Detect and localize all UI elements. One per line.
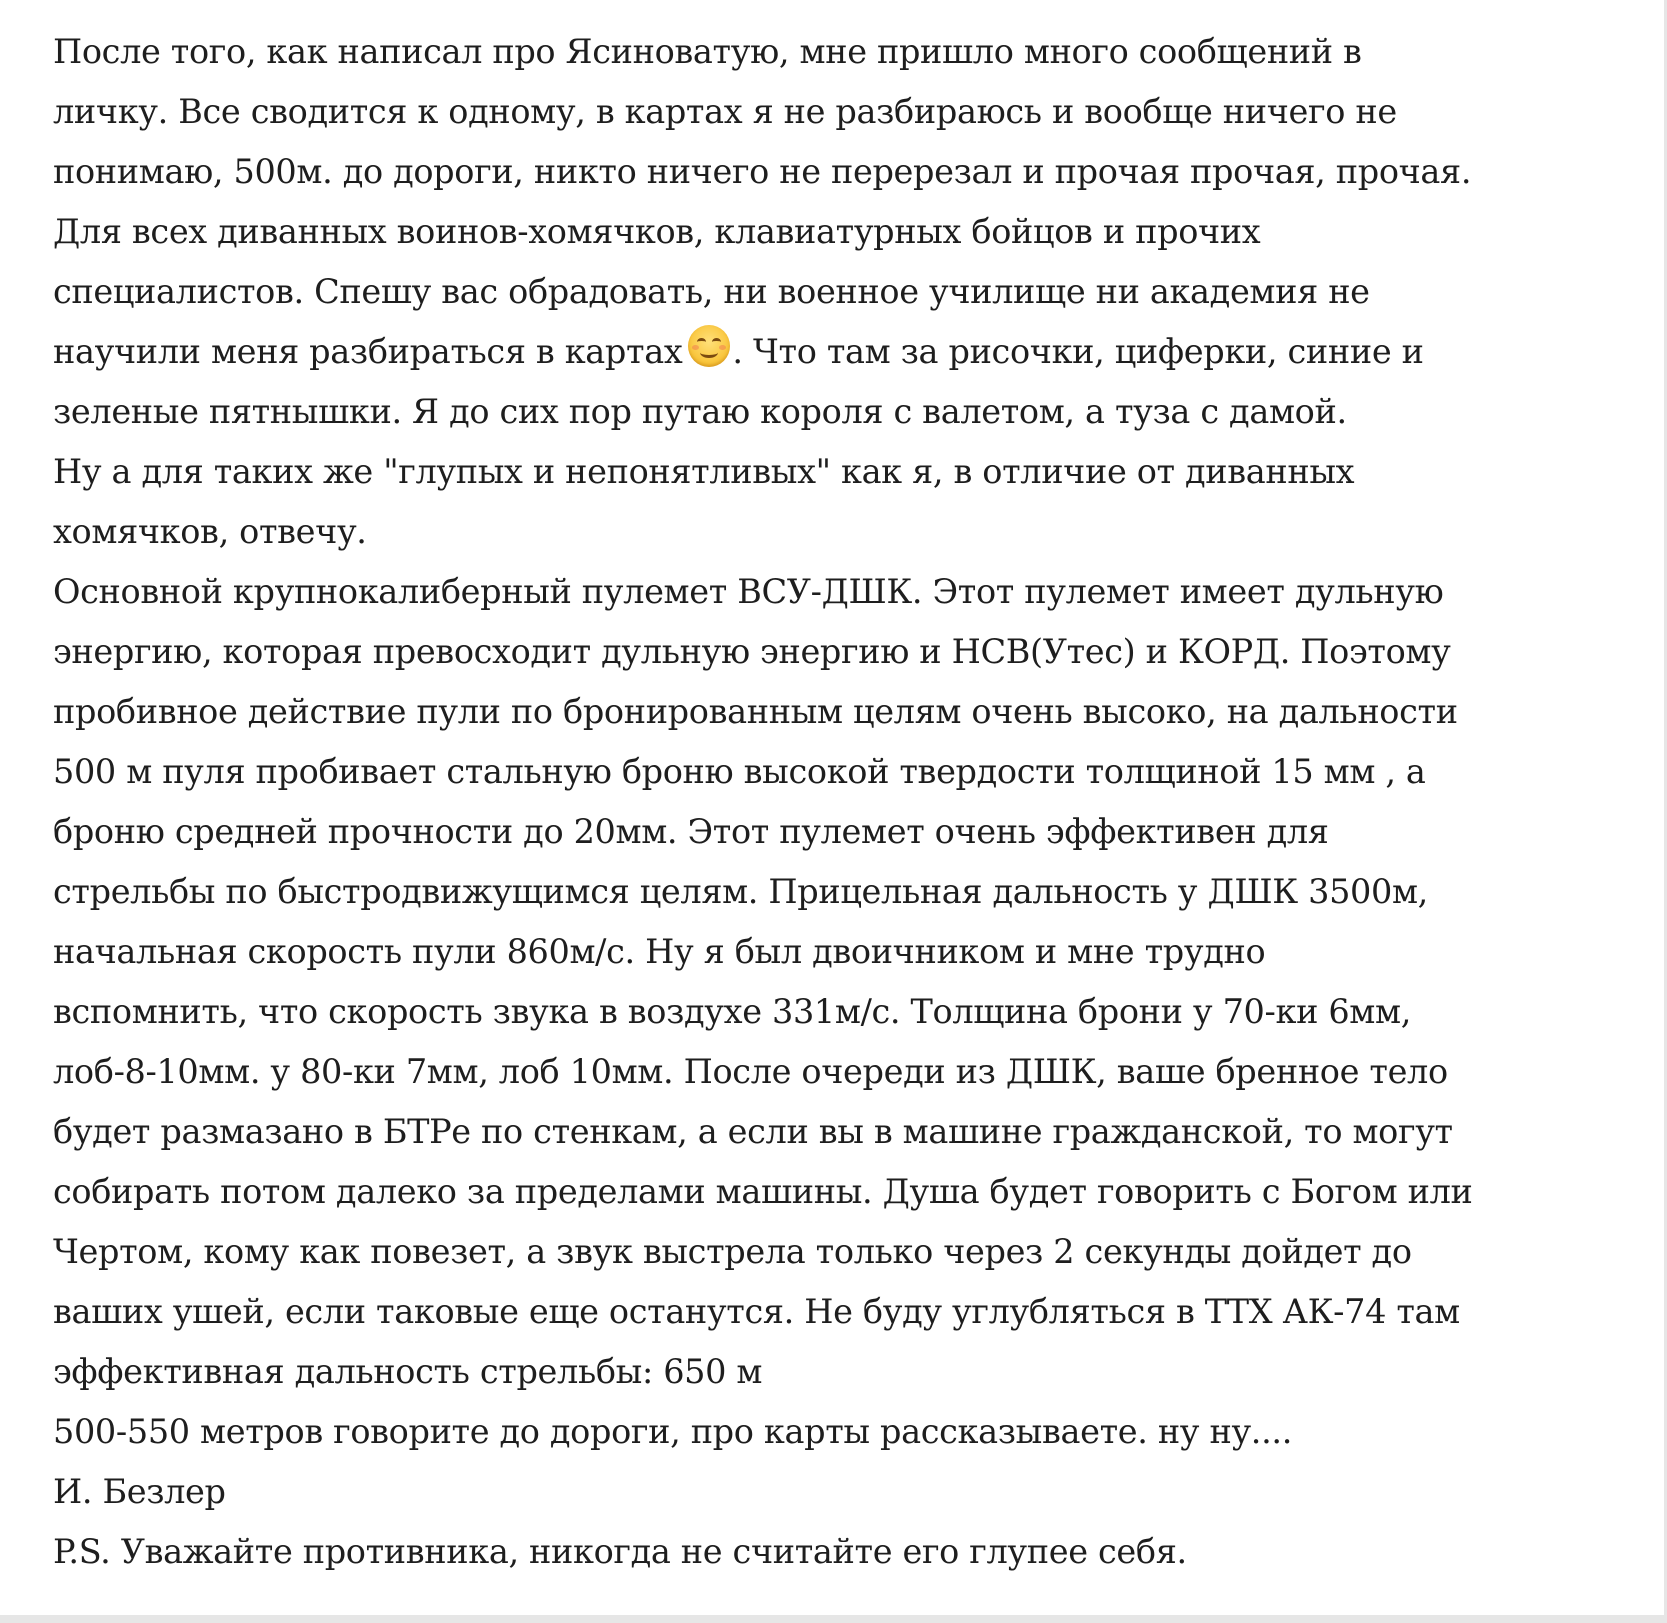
text-line: энергию, которая превосходит дульную энергию и НСВ(Утес) и КОРД. Поэтому — [53, 632, 1451, 671]
text-line: пробивное действие пули по бронированным целям очень высоко, на дальности — [53, 692, 1458, 731]
text-line: специалистов. Спешу вас обрадовать, ни военное училище ни академия не — [53, 272, 1370, 311]
postscript: P.S. Уважайте противника, никогда не считайте его глупее себя. — [53, 1532, 1187, 1571]
text-line: Основной крупнокалиберный пулемет ВСУ-ДШК. Этот пулемет имеет дульную — [53, 572, 1444, 611]
text-line: начальная скорость пули 860м/с. Ну я был двоичником и мне трудно — [53, 932, 1266, 971]
post-text — [53, 22, 1653, 1582]
text-line: броню средней прочности до 20мм. Этот пулемет очень эффективен для — [53, 812, 1329, 851]
text-line: лоб-8-10мм. у 80-ки 7мм, лоб 10мм. После очереди из ДШК, ваше бренное тело — [53, 1052, 1448, 1091]
text-fragment: . Что там за рисочки, циферки, синие и — [732, 332, 1424, 371]
text-line: зеленые пятнышки. Я до сих пор путаю короля с валетом, а туза с дамой. — [53, 392, 1347, 431]
text-line: эффективная дальность стрельбы: 650 м — [53, 1352, 763, 1391]
smiling-face-icon — [688, 325, 730, 367]
text-line: Для всех диванных воинов-хомячков, клавиатурных бойцов и прочих — [53, 212, 1261, 251]
text-line: хомячков, отвечу. — [53, 512, 367, 551]
text-line: 500-550 метров говорите до дороги, про карты рассказываете. ну ну.... — [53, 1412, 1293, 1451]
text-line: 500 м пуля пробивает стальную броню высокой твердости толщиной 15 мм , а — [53, 752, 1426, 791]
text-line: ваших ушей, если таковые еще останутся. Не буду углубляться в ТТХ АК-74 там — [53, 1292, 1460, 1331]
text-line: Ну а для таких же "глупых и непонятливых" как я, в отличие от диванных — [53, 452, 1355, 491]
text-line: личку. Все сводится к одному, в картах я не разбираюсь и вообще ничего не — [53, 92, 1397, 131]
text-line: понимаю, 500м. до дороги, никто ничего не перерезал и прочая прочая, прочая. — [53, 152, 1472, 191]
text-line: собирать потом далеко за пределами машины. Душа будет говорить с Богом или — [53, 1172, 1473, 1211]
text-line: будет размазано в БТРе по стенкам, а если вы в машине гражданской, то могут — [53, 1112, 1453, 1151]
author-signature: И. Безлер — [53, 1472, 226, 1511]
text-line: После того, как написал про Ясиноватую, мне пришло много сообщений в — [53, 32, 1362, 71]
text-line: Чертом, кому как повезет, а звук выстрела только через 2 секунды дойдет до — [53, 1232, 1412, 1271]
text-line: вспомнить, что скорость звука в воздухе 331м/с. Толщина брони у 70-ки 6мм, — [53, 992, 1412, 1031]
text-fragment: научили меня разбираться в картах — [53, 332, 683, 371]
text-line: стрельбы по быстродвижущимся целям. Прицельная дальность у ДШК 3500м, — [53, 872, 1428, 911]
footer-divider — [0, 1615, 1667, 1623]
text-line-with-emoji — [53, 322, 1653, 382]
